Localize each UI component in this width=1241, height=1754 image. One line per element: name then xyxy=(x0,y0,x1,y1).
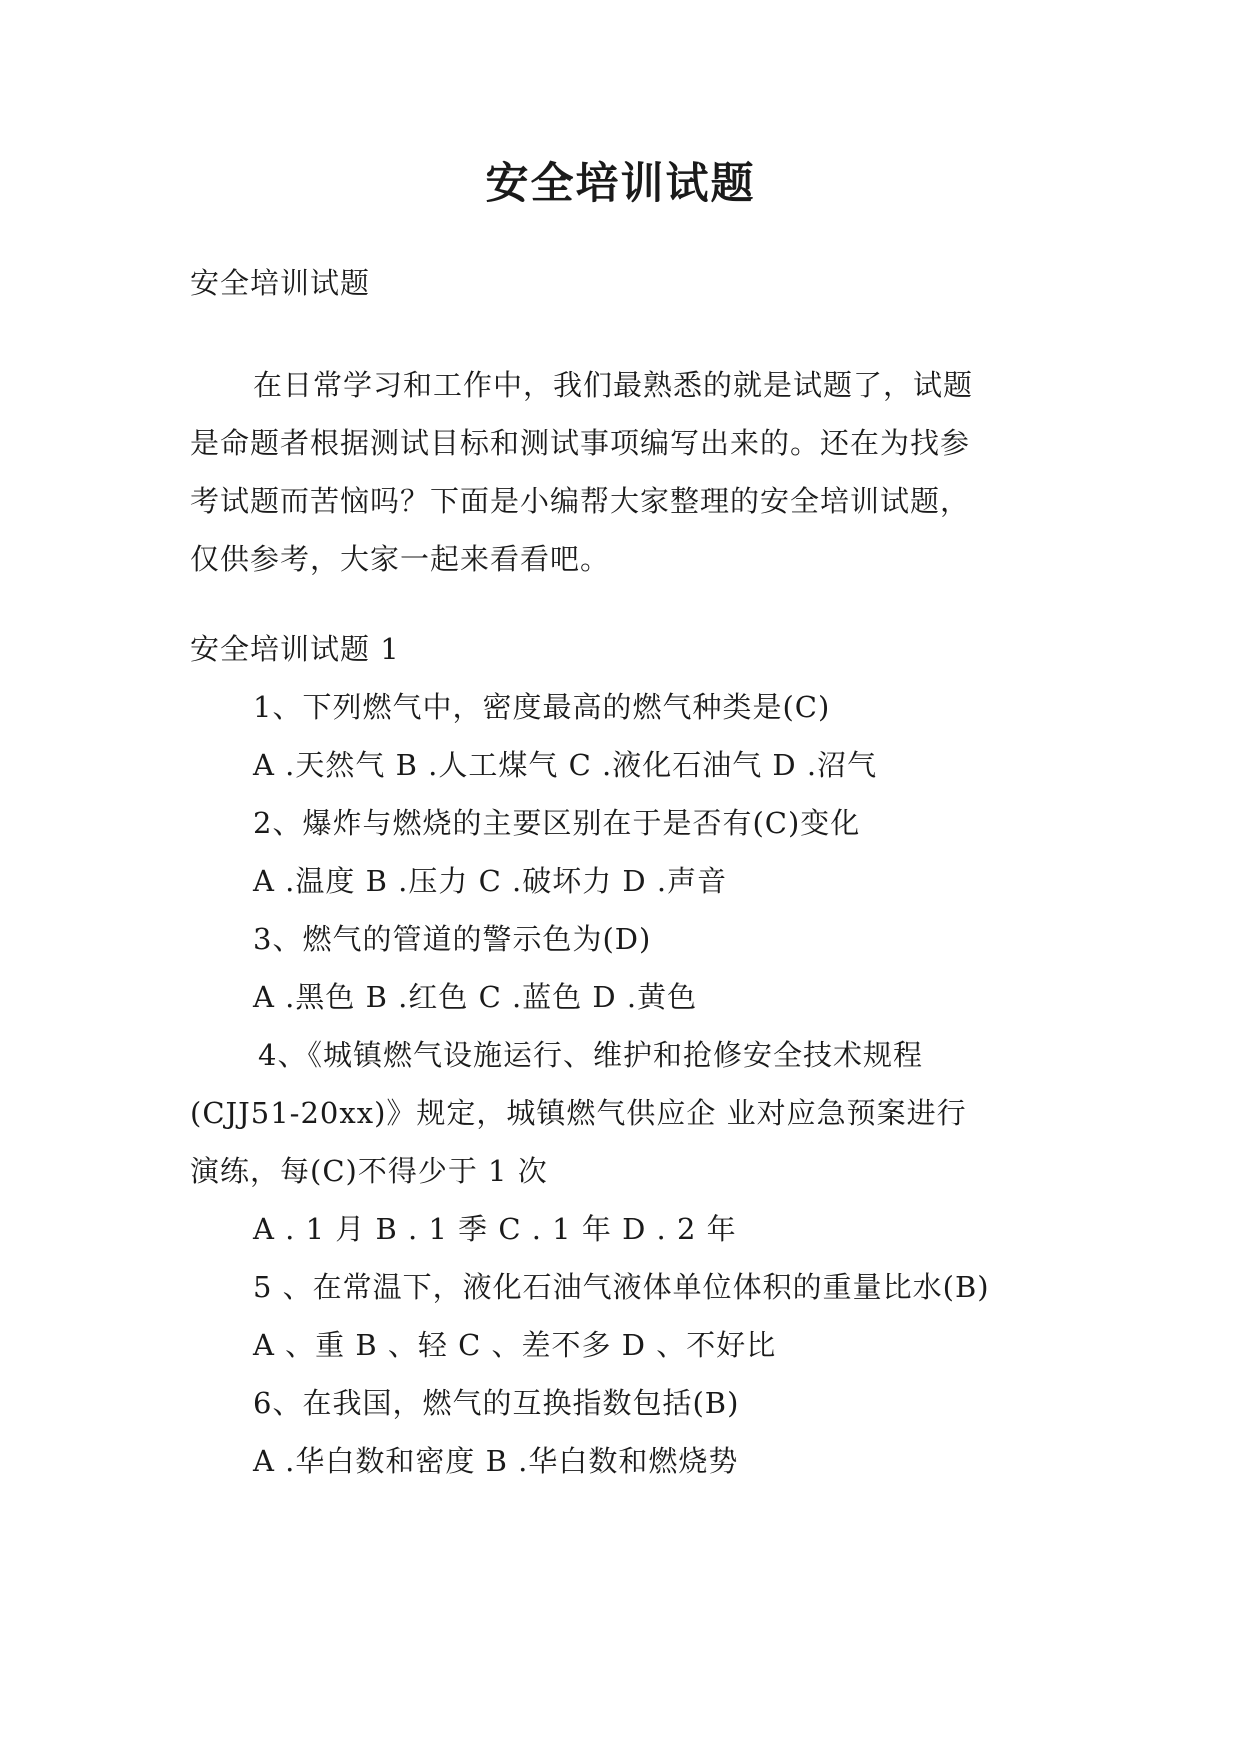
question-options: A .黑色 B .红色 C .蓝色 D .黄色 xyxy=(253,980,698,1014)
question-text: 2、爆炸与燃烧的主要区别在于是否有(C)变化 xyxy=(253,806,861,840)
intro-line: 仅供参考，大家一起来看看吧。 xyxy=(190,542,611,576)
question-options: A . 1 月 B . 1 季 C . 1 年 D . 2 年 xyxy=(253,1212,737,1246)
intro-line: 在日常学习和工作中，我们最熟悉的就是试题了，试题 xyxy=(253,368,974,402)
question-text: 演练，每(C)不得少于 1 次 xyxy=(190,1154,548,1188)
question-options: A .天然气 B .人工煤气 C .液化石油气 D .沼气 xyxy=(253,748,878,782)
intro-line: 考试题而苦恼吗？下面是小编帮大家整理的安全培训试题， xyxy=(190,484,971,518)
question-text: 1、下列燃气中，密度最高的燃气种类是(C) xyxy=(253,690,831,724)
question-options: A .温度 B .压力 C .破坏力 D .声音 xyxy=(253,864,728,898)
question-text: 4、《城镇燃气设施运行、维护和抢修安全技术规程 xyxy=(258,1038,923,1072)
intro-line: 是命题者根据测试目标和测试事项编写出来的。还在为找参 xyxy=(190,426,971,460)
question-options: A 、重 B 、轻 C 、差不多 D 、不好比 xyxy=(253,1328,777,1362)
section-title: 安全培训试题 1 xyxy=(190,632,400,666)
question-options: A .华白数和密度 B .华白数和燃烧势 xyxy=(253,1444,739,1478)
document-title: 安全培训试题 xyxy=(485,159,756,209)
question-text: (CJJ51-20xx)》规定，城镇燃气供应企 业对应急预案进行 xyxy=(190,1096,967,1130)
document-subtitle: 安全培训试题 xyxy=(190,266,371,300)
question-text: 6、在我国，燃气的互换指数包括(B) xyxy=(253,1386,740,1420)
question-text: 5 、在常温下，液化石油气液体单位体积的重量比水(B) xyxy=(253,1270,990,1304)
question-text: 3、燃气的管道的警示色为(D) xyxy=(253,922,652,956)
